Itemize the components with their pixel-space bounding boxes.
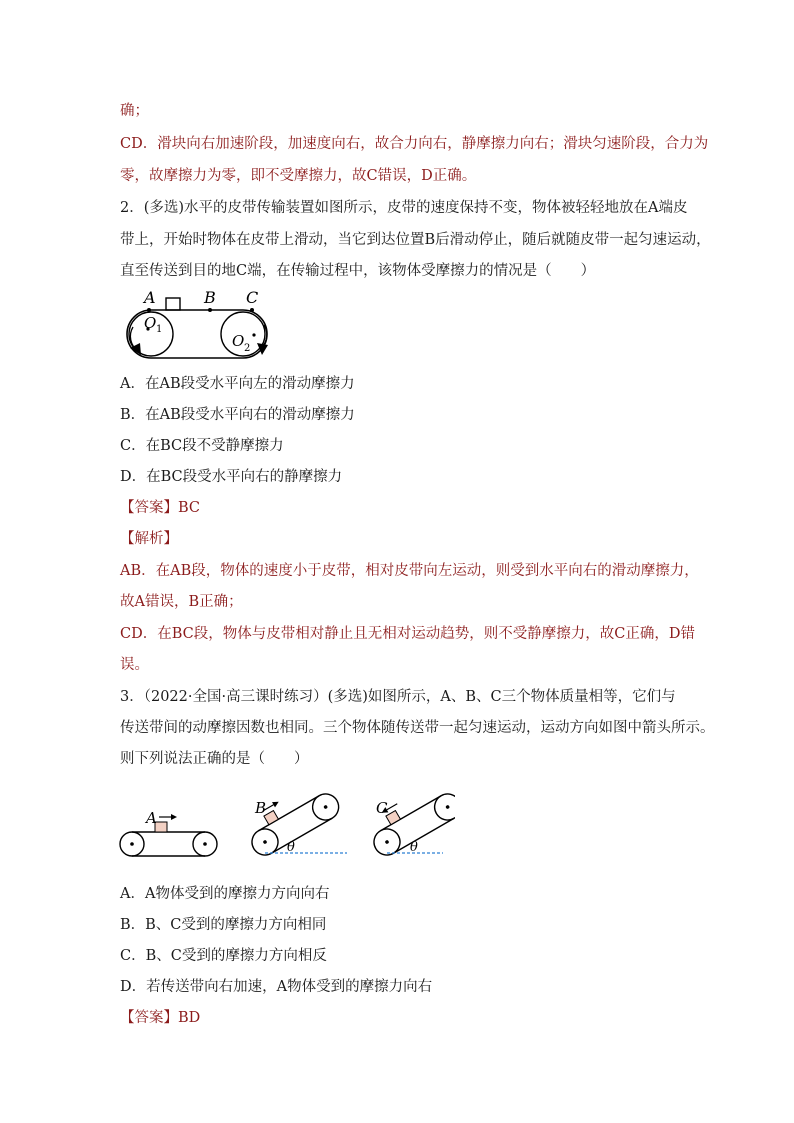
answer-2: 【答案】BC: [120, 500, 201, 516]
option-2d: D．在BC段受水平向右的静摩擦力: [120, 469, 343, 485]
label-o1-sub: 1: [156, 324, 163, 335]
line-5: 带上，开始时物体在皮带上滑动，当它到达位置B后滑动停止，随后就随皮带一起匀速运动，: [120, 232, 711, 248]
analysis-2-line-3: CD．在BC段，物体与皮带相对静止且无相对运动趋势，则不受静摩擦力，故C正确，D错: [120, 626, 695, 642]
option-3a: A．A物体受到的摩擦力方向向右: [120, 886, 330, 902]
analysis-2-line-2: 故A错误，B正确；: [120, 594, 243, 610]
label-o2: O: [232, 332, 245, 350]
line-3: 零，故摩擦力为零，即不受摩擦力，故C错误，D正确。: [120, 168, 477, 184]
label-o2-sub: 2: [244, 343, 251, 354]
question-3-line-3: 则下列说法正确的是（ ）: [120, 751, 309, 767]
question-3-line-1: 3．（2022·全国·高三课时练习）(多选)如图所示，A、B、C三个物体质量相等，它们与: [120, 689, 676, 705]
theta-b: θ: [287, 840, 295, 855]
option-3d: D．若传送带向右加速，A物体受到的摩擦力向右: [120, 979, 433, 995]
option-2c: C．在BC段不受静摩擦力: [120, 438, 284, 454]
label-c2: C: [376, 799, 388, 817]
label-c: C: [246, 288, 259, 307]
analysis-2-line-1: AB．在AB段，物体的速度小于皮带，相对皮带向左运动，则受到水平向右的滑动摩擦力，: [120, 563, 699, 579]
line-2: CD．滑块向右加速阶段，加速度向右，故合力向右，静摩擦力向右；滑块匀速阶段，合力为: [120, 136, 709, 152]
question-3-line-2: 传送带间的动摩擦因数也相同。三个物体随传送带一起匀速运动，运动方向如图中箭头所示。: [120, 720, 715, 736]
belt-figure-1: [116, 285, 286, 365]
label-b2: B: [255, 799, 267, 817]
analysis-2-line-4: 误。: [120, 657, 149, 673]
line-1: 确；: [120, 103, 149, 119]
label-o1: O: [144, 314, 157, 332]
analysis-2-heading: 【解析】: [120, 531, 178, 547]
option-3b: B．B、C受到的摩擦力方向相同: [120, 917, 327, 933]
belt-figure-2: [115, 790, 455, 860]
option-2b: B．在AB段受水平向右的滑动摩擦力: [120, 407, 355, 423]
option-2a: A．在AB段受水平向左的滑动摩擦力: [120, 376, 355, 392]
answer-3: 【答案】BD: [120, 1010, 201, 1026]
line-4: 2．(多选)水平的皮带传输装置如图所示，皮带的速度保持不变，物体被轻轻地放在A端皮: [120, 200, 688, 216]
label-b: B: [204, 288, 216, 307]
theta-c: θ: [410, 840, 418, 855]
line-6: 直至传送到目的地C端，在传输过程中，该物体受摩擦力的情况是（ ）: [120, 263, 596, 279]
option-3c: C．B、C受到的摩擦力方向相反: [120, 948, 327, 964]
label-a: A: [144, 288, 156, 307]
label-a2: A: [146, 809, 157, 827]
